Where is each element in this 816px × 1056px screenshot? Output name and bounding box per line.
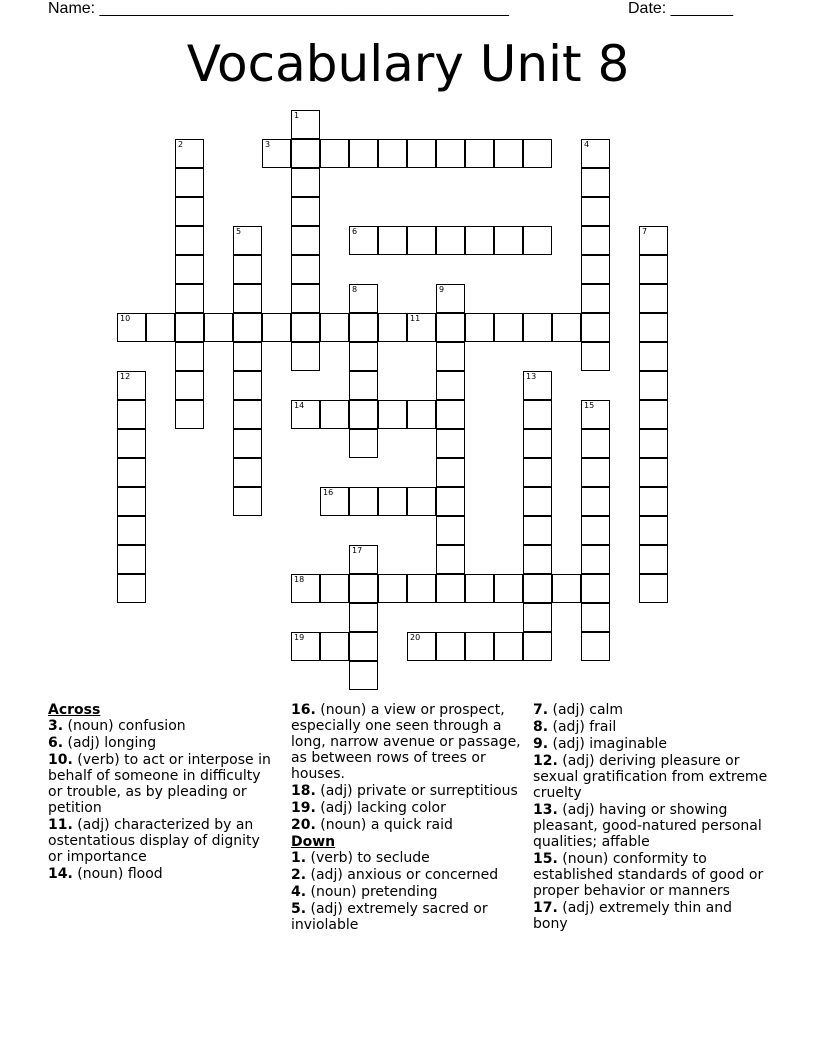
- grid-cell[interactable]: [639, 487, 668, 516]
- clue-item: [533, 702, 768, 718]
- clues-column-3: [533, 702, 768, 933]
- clue-text: (adj) private or surreptitious: [315, 783, 518, 799]
- clue-item: [291, 901, 521, 933]
- grid-cell[interactable]: [349, 400, 378, 429]
- down-clue-list-continued: [533, 702, 768, 932]
- grid-cell[interactable]: [581, 139, 610, 168]
- clue-text: (adj) imaginable: [548, 736, 667, 752]
- grid-cell[interactable]: [639, 226, 668, 255]
- grid-cell[interactable]: [291, 400, 320, 429]
- clue-number-label: 1.: [291, 850, 307, 866]
- grid-cell[interactable]: [378, 487, 407, 516]
- grid-cell[interactable]: [233, 342, 262, 371]
- grid-cell[interactable]: [639, 429, 668, 458]
- grid-cell[interactable]: [436, 632, 465, 661]
- grid-cell[interactable]: [233, 487, 262, 516]
- grid-cell[interactable]: [175, 226, 204, 255]
- clues-column-1: [48, 702, 278, 883]
- clue-item: [291, 884, 521, 900]
- clue-item: [291, 850, 521, 866]
- grid-cell[interactable]: [233, 226, 262, 255]
- grid-cell[interactable]: [494, 139, 523, 168]
- grid-cell[interactable]: [291, 110, 320, 139]
- clue-number: 15: [584, 401, 595, 410]
- grid-cell[interactable]: [291, 197, 320, 226]
- clue-number-label: 9.: [533, 736, 549, 752]
- grid-cell[interactable]: [117, 516, 146, 545]
- grid-cell[interactable]: [349, 139, 378, 168]
- grid-cell[interactable]: [233, 255, 262, 284]
- grid-cell[interactable]: [320, 487, 349, 516]
- grid-cell[interactable]: [639, 313, 668, 342]
- grid-cell[interactable]: [117, 313, 146, 342]
- grid-cell[interactable]: [436, 458, 465, 487]
- clue-number: 18: [294, 575, 305, 584]
- grid-cell[interactable]: [465, 226, 494, 255]
- clue-item: [533, 719, 768, 735]
- grid-cell[interactable]: [465, 313, 494, 342]
- grid-cell[interactable]: [320, 632, 349, 661]
- clue-number-label: 15.: [533, 851, 558, 867]
- clue-number: 14: [294, 401, 305, 410]
- grid-cell[interactable]: [117, 400, 146, 429]
- grid-cell[interactable]: [523, 313, 552, 342]
- clue-number-label: 20.: [291, 817, 316, 833]
- grid-cell[interactable]: [407, 400, 436, 429]
- grid-cell[interactable]: [233, 429, 262, 458]
- clue-text: (noun) a view or prospect, especially one seen through a long, narrow avenue or passage, as between rows of trees or houses.: [291, 702, 521, 782]
- clue-text: (adj) lacking color: [315, 800, 446, 816]
- clue-number: 1: [294, 111, 300, 120]
- grid-cell[interactable]: [291, 284, 320, 313]
- grid-cell[interactable]: [407, 226, 436, 255]
- grid-cell[interactable]: [581, 487, 610, 516]
- clue-number-label: 2.: [291, 867, 307, 883]
- grid-cell[interactable]: [407, 574, 436, 603]
- clue-number-label: 16.: [291, 702, 316, 718]
- grid-cell[interactable]: [117, 371, 146, 400]
- grid-cell[interactable]: [436, 371, 465, 400]
- clue-item: [291, 817, 521, 833]
- grid-cell[interactable]: [117, 545, 146, 574]
- grid-cell[interactable]: [117, 458, 146, 487]
- grid-cell[interactable]: [523, 226, 552, 255]
- clue-text: (adj) anxious or concerned: [306, 867, 499, 883]
- grid-cell[interactable]: [581, 255, 610, 284]
- grid-cell[interactable]: [523, 458, 552, 487]
- grid-cell[interactable]: [639, 255, 668, 284]
- clue-text: (adj) having or showing pleasant, good-natured personal qualities; affable: [533, 802, 762, 850]
- clue-text: (adj) calm: [548, 702, 624, 718]
- clue-number-label: 13.: [533, 802, 558, 818]
- grid-cell[interactable]: [175, 197, 204, 226]
- grid-cell[interactable]: [581, 545, 610, 574]
- grid-cell[interactable]: [523, 429, 552, 458]
- grid-cell[interactable]: [494, 632, 523, 661]
- grid-cell[interactable]: [494, 226, 523, 255]
- grid-cell[interactable]: [349, 487, 378, 516]
- grid-cell[interactable]: [494, 313, 523, 342]
- grid-cell[interactable]: [204, 313, 233, 342]
- grid-cell[interactable]: [320, 574, 349, 603]
- grid-cell[interactable]: [436, 226, 465, 255]
- grid-cell[interactable]: [436, 284, 465, 313]
- clue-number: 9: [439, 285, 445, 294]
- clue-text: (adj) longing: [63, 735, 157, 751]
- clue-item: [533, 851, 768, 899]
- clue-number: 20: [410, 633, 421, 642]
- grid-cell[interactable]: [581, 197, 610, 226]
- grid-cell[interactable]: [175, 255, 204, 284]
- grid-cell[interactable]: [581, 226, 610, 255]
- grid-cell[interactable]: [291, 574, 320, 603]
- grid-cell[interactable]: [581, 574, 610, 603]
- grid-cell[interactable]: [581, 168, 610, 197]
- clue-item: [291, 702, 521, 782]
- grid-cell[interactable]: [523, 487, 552, 516]
- clue-number: 6: [352, 227, 358, 236]
- clue-number-label: 11.: [48, 817, 73, 833]
- grid-cell[interactable]: [581, 284, 610, 313]
- grid-cell[interactable]: [581, 400, 610, 429]
- grid-cell[interactable]: [581, 632, 610, 661]
- clue-text: (noun) conformity to established standards of good or proper behavior or manners: [533, 851, 764, 899]
- clue-number: 12: [120, 372, 131, 381]
- grid-cell[interactable]: [436, 313, 465, 342]
- clue-number: 5: [236, 227, 242, 236]
- grid-cell[interactable]: [320, 313, 349, 342]
- grid-cell[interactable]: [349, 226, 378, 255]
- grid-cell[interactable]: [349, 342, 378, 371]
- grid-cell[interactable]: [378, 574, 407, 603]
- clue-item: [533, 753, 768, 801]
- clue-number: 7: [642, 227, 648, 236]
- grid-cell[interactable]: [436, 545, 465, 574]
- clue-number-label: 5.: [291, 901, 307, 917]
- grid-cell[interactable]: [581, 516, 610, 545]
- grid-cell[interactable]: [436, 139, 465, 168]
- clue-item: [48, 752, 278, 816]
- grid-cell[interactable]: [291, 168, 320, 197]
- grid-cell[interactable]: [407, 313, 436, 342]
- clue-number-label: 12.: [533, 753, 558, 769]
- grid-cell[interactable]: [465, 632, 494, 661]
- grid-cell[interactable]: [436, 400, 465, 429]
- grid-cell[interactable]: [233, 400, 262, 429]
- grid-cell[interactable]: [494, 574, 523, 603]
- grid-cell[interactable]: [320, 139, 349, 168]
- clue-text: (verb) to act or interpose in behalf of someone in difficulty or trouble, as by pleading or petition: [48, 752, 271, 816]
- name-field[interactable]: Name: ______________________________________________: [48, 0, 509, 17]
- clue-item: [533, 802, 768, 850]
- grid-cell[interactable]: [349, 603, 378, 632]
- page-title: Vocabulary Unit 8: [186, 35, 630, 93]
- clue-number: 17: [352, 546, 363, 555]
- grid-cell[interactable]: [523, 139, 552, 168]
- grid-cell[interactable]: [233, 371, 262, 400]
- grid-cell[interactable]: [639, 545, 668, 574]
- grid-cell[interactable]: [175, 139, 204, 168]
- grid-cell[interactable]: [523, 632, 552, 661]
- grid-cell[interactable]: [436, 342, 465, 371]
- grid-cell[interactable]: [639, 342, 668, 371]
- grid-cell[interactable]: [436, 516, 465, 545]
- clue-number-label: 10.: [48, 752, 73, 768]
- clue-text: (noun) flood: [72, 866, 163, 882]
- grid-cell[interactable]: [378, 139, 407, 168]
- grid-cell[interactable]: [291, 342, 320, 371]
- grid-cell[interactable]: [639, 458, 668, 487]
- grid-cell[interactable]: [233, 458, 262, 487]
- clue-text: (noun) pretending: [306, 884, 438, 900]
- clue-item: [48, 735, 278, 751]
- grid-cell[interactable]: [349, 545, 378, 574]
- grid-cell[interactable]: [175, 313, 204, 342]
- grid-cell[interactable]: [262, 313, 291, 342]
- clue-text: (noun) a quick raid: [315, 817, 453, 833]
- clue-number-label: 7.: [533, 702, 549, 718]
- grid-cell[interactable]: [291, 313, 320, 342]
- grid-cell[interactable]: [465, 139, 494, 168]
- grid-cell[interactable]: [349, 284, 378, 313]
- grid-cell[interactable]: [407, 139, 436, 168]
- grid-cell[interactable]: [581, 313, 610, 342]
- grid-cell[interactable]: [581, 458, 610, 487]
- clue-number-label: 6.: [48, 735, 64, 751]
- clues-column-2: [291, 702, 521, 934]
- clue-text: (adj) extremely sacred or inviolable: [291, 901, 488, 933]
- clue-item: [291, 867, 521, 883]
- grid-cell[interactable]: [146, 313, 175, 342]
- grid-cell[interactable]: [581, 429, 610, 458]
- grid-cell[interactable]: [407, 632, 436, 661]
- clue-number-label: 18.: [291, 783, 316, 799]
- grid-cell[interactable]: [523, 574, 552, 603]
- grid-cell[interactable]: [639, 400, 668, 429]
- grid-cell[interactable]: [523, 516, 552, 545]
- grid-cell[interactable]: [117, 429, 146, 458]
- clue-text: (adj) characterized by an ostentatious display of dignity or importance: [48, 817, 260, 865]
- across-clue-list: [48, 718, 278, 882]
- grid-cell[interactable]: [639, 284, 668, 313]
- grid-cell[interactable]: [552, 574, 581, 603]
- clue-text: (adj) deriving pleasure or sexual gratification from extreme cruelty: [533, 753, 768, 801]
- clue-item: [48, 866, 278, 882]
- grid-cell[interactable]: [436, 574, 465, 603]
- grid-cell[interactable]: [523, 371, 552, 400]
- grid-cell[interactable]: [291, 226, 320, 255]
- grid-cell[interactable]: [378, 313, 407, 342]
- grid-cell[interactable]: [349, 632, 378, 661]
- grid-cell[interactable]: [117, 487, 146, 516]
- clue-number-label: 3.: [48, 718, 64, 734]
- clue-number-label: 4.: [291, 884, 307, 900]
- clue-item: [48, 817, 278, 865]
- grid-cell[interactable]: [262, 139, 291, 168]
- clue-number-label: 19.: [291, 800, 316, 816]
- grid-cell[interactable]: [639, 574, 668, 603]
- clue-number: 4: [584, 140, 590, 149]
- grid-cell[interactable]: [465, 574, 494, 603]
- clue-number: 13: [526, 372, 537, 381]
- grid-cell[interactable]: [175, 342, 204, 371]
- grid-cell[interactable]: [291, 255, 320, 284]
- grid-cell[interactable]: [349, 313, 378, 342]
- grid-cell[interactable]: [349, 661, 378, 690]
- clue-item: [533, 736, 768, 752]
- grid-cell[interactable]: [291, 632, 320, 661]
- grid-cell[interactable]: [117, 574, 146, 603]
- grid-cell[interactable]: [436, 487, 465, 516]
- clue-number: 10: [120, 314, 131, 323]
- grid-cell[interactable]: [320, 400, 349, 429]
- grid-cell[interactable]: [552, 313, 581, 342]
- clue-number: 19: [294, 633, 305, 642]
- grid-cell[interactable]: [523, 603, 552, 632]
- grid-cell[interactable]: [291, 139, 320, 168]
- grid-cell[interactable]: [233, 313, 262, 342]
- grid-cell[interactable]: [407, 487, 436, 516]
- grid-cell[interactable]: [349, 574, 378, 603]
- grid-cell[interactable]: [523, 400, 552, 429]
- grid-cell[interactable]: [175, 168, 204, 197]
- across-heading: Across: [48, 702, 101, 718]
- grid-cell[interactable]: [175, 284, 204, 313]
- clue-item: [533, 900, 768, 932]
- grid-cell[interactable]: [639, 371, 668, 400]
- clue-text: (adj) extremely thin and bony: [533, 900, 732, 932]
- grid-cell[interactable]: [349, 429, 378, 458]
- across-clue-list-continued: [291, 702, 521, 833]
- clue-text: (noun) confusion: [63, 718, 186, 734]
- clue-number: 16: [323, 488, 334, 497]
- clue-item: [291, 783, 521, 799]
- clue-number: 3: [265, 140, 271, 149]
- clue-item: [48, 718, 278, 734]
- grid-cell[interactable]: [175, 371, 204, 400]
- grid-cell[interactable]: [581, 342, 610, 371]
- clue-number: 2: [178, 140, 184, 149]
- grid-cell[interactable]: [378, 226, 407, 255]
- clue-item: [291, 800, 521, 816]
- date-field[interactable]: Date: _______: [628, 0, 733, 17]
- grid-cell[interactable]: [523, 545, 552, 574]
- grid-cell[interactable]: [639, 516, 668, 545]
- grid-cell[interactable]: [378, 400, 407, 429]
- clue-number-label: 14.: [48, 866, 73, 882]
- clue-text: (verb) to seclude: [306, 850, 430, 866]
- grid-cell[interactable]: [175, 400, 204, 429]
- grid-cell[interactable]: [436, 429, 465, 458]
- clue-text: (adj) frail: [548, 719, 617, 735]
- down-heading: Down: [291, 834, 336, 850]
- clue-number: 11: [410, 314, 421, 323]
- clue-number-label: 17.: [533, 900, 558, 916]
- grid-cell[interactable]: [233, 284, 262, 313]
- clue-number-label: 8.: [533, 719, 549, 735]
- grid-cell[interactable]: [349, 371, 378, 400]
- grid-cell[interactable]: [581, 603, 610, 632]
- down-clue-list: [291, 850, 521, 933]
- clue-number: 8: [352, 285, 358, 294]
